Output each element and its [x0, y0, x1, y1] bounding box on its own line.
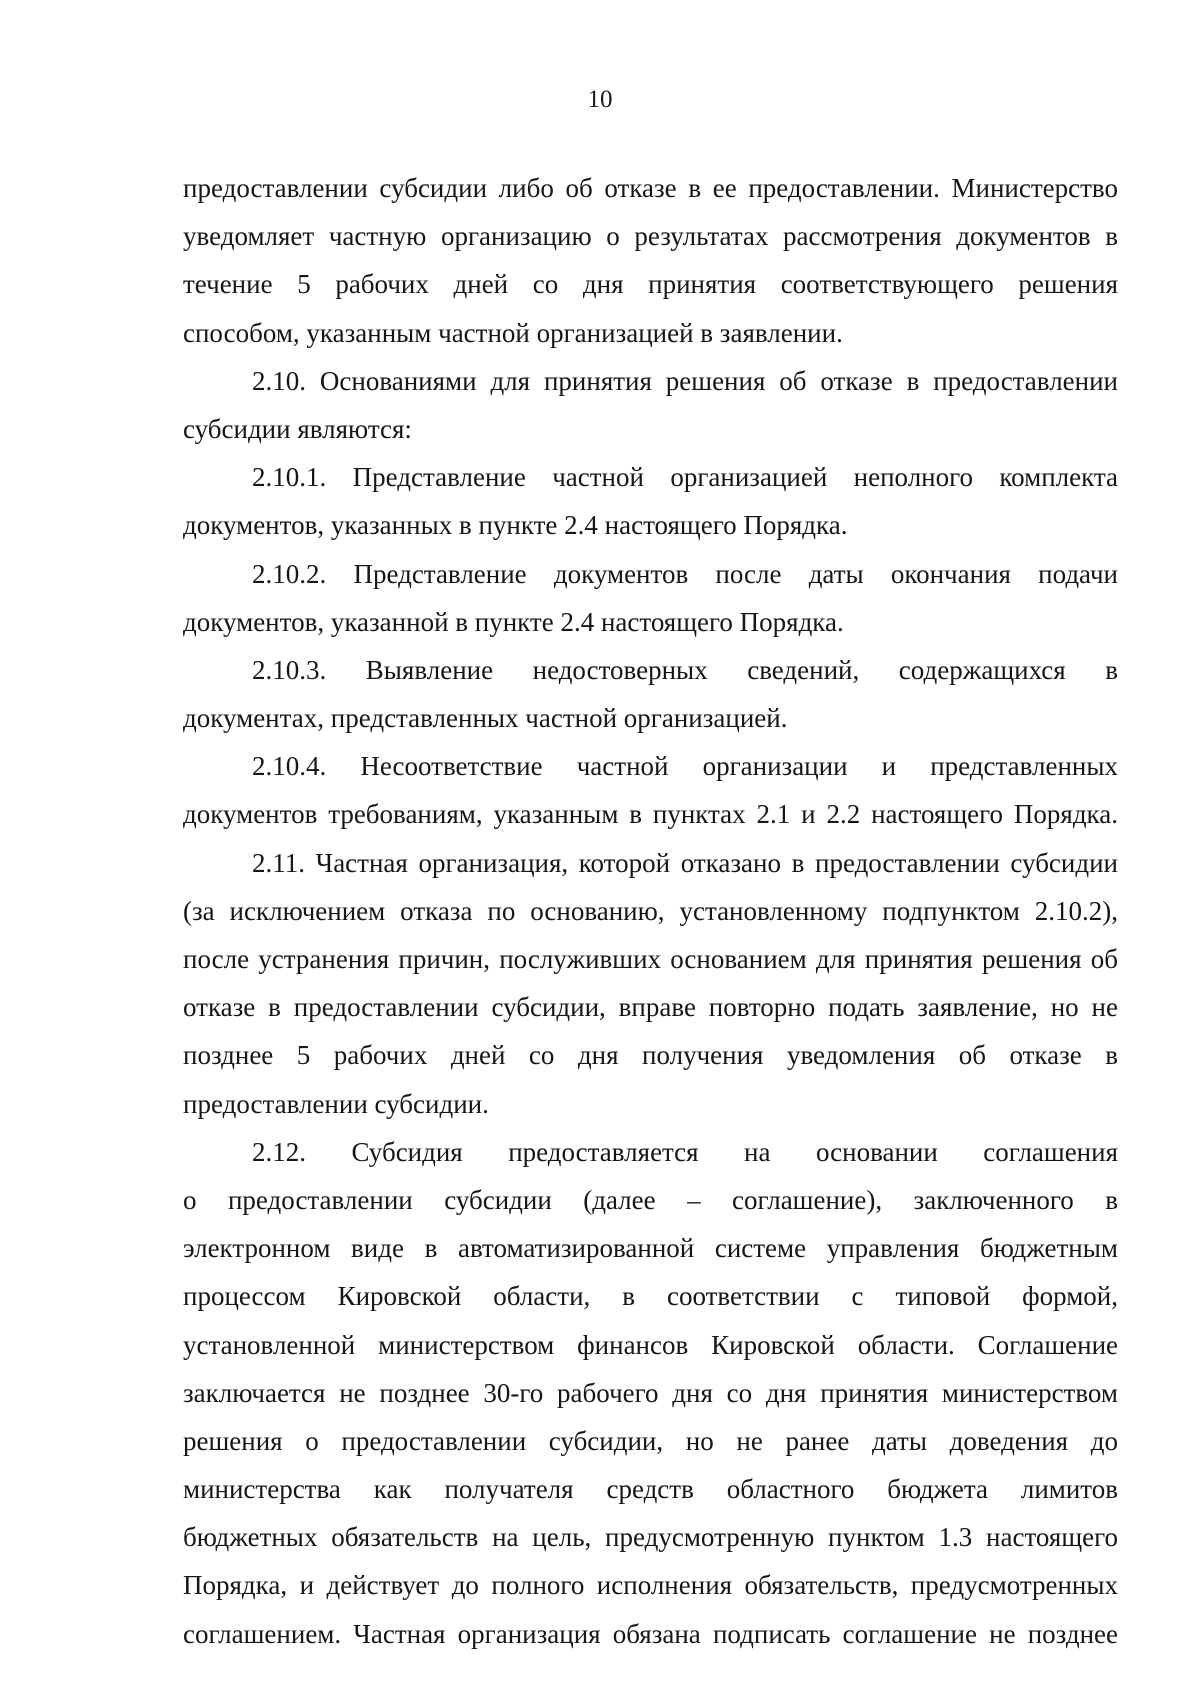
- text-line: министерства как получателя средств областного бюджета лимитов: [183, 1474, 1118, 1505]
- text-line: уведомляет частную организацию о результатах рассмотрения документов в: [183, 221, 1118, 252]
- text-line: предоставлении субсидии.: [183, 1088, 489, 1119]
- text-line: документах, представленных частной организацией.: [183, 703, 788, 734]
- text-line: 2.10.2. Представление документов после даты окончания подачи: [252, 558, 1118, 589]
- text-line: процессом Кировской области, в соответствии с типовой формой,: [183, 1281, 1118, 1312]
- text-line: решения о предоставлении субсидии, но не ранее даты доведения до: [183, 1425, 1118, 1456]
- document-body: [183, 164, 1118, 1658]
- text-line: отказе в предоставлении субсидии, вправе повторно подать заявление, но не: [183, 992, 1118, 1023]
- text-line: документов, указанных в пункте 2.4 настоящего Порядка.: [183, 510, 848, 541]
- text-line: предоставлении субсидии либо об отказе в ее предоставлении. Министерство: [183, 173, 1118, 203]
- text-line: 2.10.3. Выявление недостоверных сведений, содержащихся в: [252, 654, 1118, 685]
- text-line: бюджетных обязательств на цель, предусмотренную пунктом 1.3 настоящего: [183, 1522, 1118, 1553]
- text-line: документов требованиям, указанным в пунктах 2.1 и 2.2 настоящего Порядка.: [183, 799, 1118, 830]
- text-line: (за исключением отказа по основанию, установленному подпунктом 2.10.2),: [183, 895, 1118, 926]
- text-line: течение 5 рабочих дней со дня принятия соответствующего решения: [183, 269, 1118, 300]
- text-line: 2.10.1. Представление частной организацией неполного комплекта: [252, 462, 1118, 493]
- text-line: о предоставлении субсидии (далее – соглашение), заключенного в: [183, 1184, 1118, 1215]
- text-line: 2.12. Субсидия предоставляется на основании соглашения: [252, 1136, 1118, 1167]
- page-number: 10: [587, 86, 613, 113]
- text-line: 2.10. Основаниями для принятия решения об отказе в предоставлении: [252, 365, 1118, 396]
- text-line: Порядка, и действует до полного исполнения обязательств, предусмотренных: [183, 1570, 1118, 1601]
- text-line: 2.10.4. Несоответствие частной организации и представленных: [252, 751, 1118, 782]
- text-line: субсидии являются:: [183, 413, 412, 444]
- text-line: 2.11. Частная организация, которой отказано в предоставлении субсидии: [252, 847, 1118, 878]
- text-line: заключается не позднее 30-го рабочего дня со дня принятия министерством: [183, 1377, 1118, 1408]
- text-line: установленной министерством финансов Кировской области. Соглашение: [183, 1329, 1118, 1360]
- text-line: электронном виде в автоматизированной системе управления бюджетным: [183, 1233, 1118, 1264]
- text-line: документов, указанной в пункте 2.4 настоящего Порядка.: [183, 606, 844, 637]
- text-line: позднее 5 рабочих дней со дня получения уведомления об отказе в: [183, 1040, 1118, 1071]
- text-line: способом, указанным частной организацией в заявлении.: [183, 317, 843, 348]
- text-line: соглашением. Частная организация обязана подписать соглашение не позднее: [183, 1618, 1118, 1649]
- text-line: после устранения причин, послуживших основанием для принятия решения об: [183, 944, 1118, 974]
